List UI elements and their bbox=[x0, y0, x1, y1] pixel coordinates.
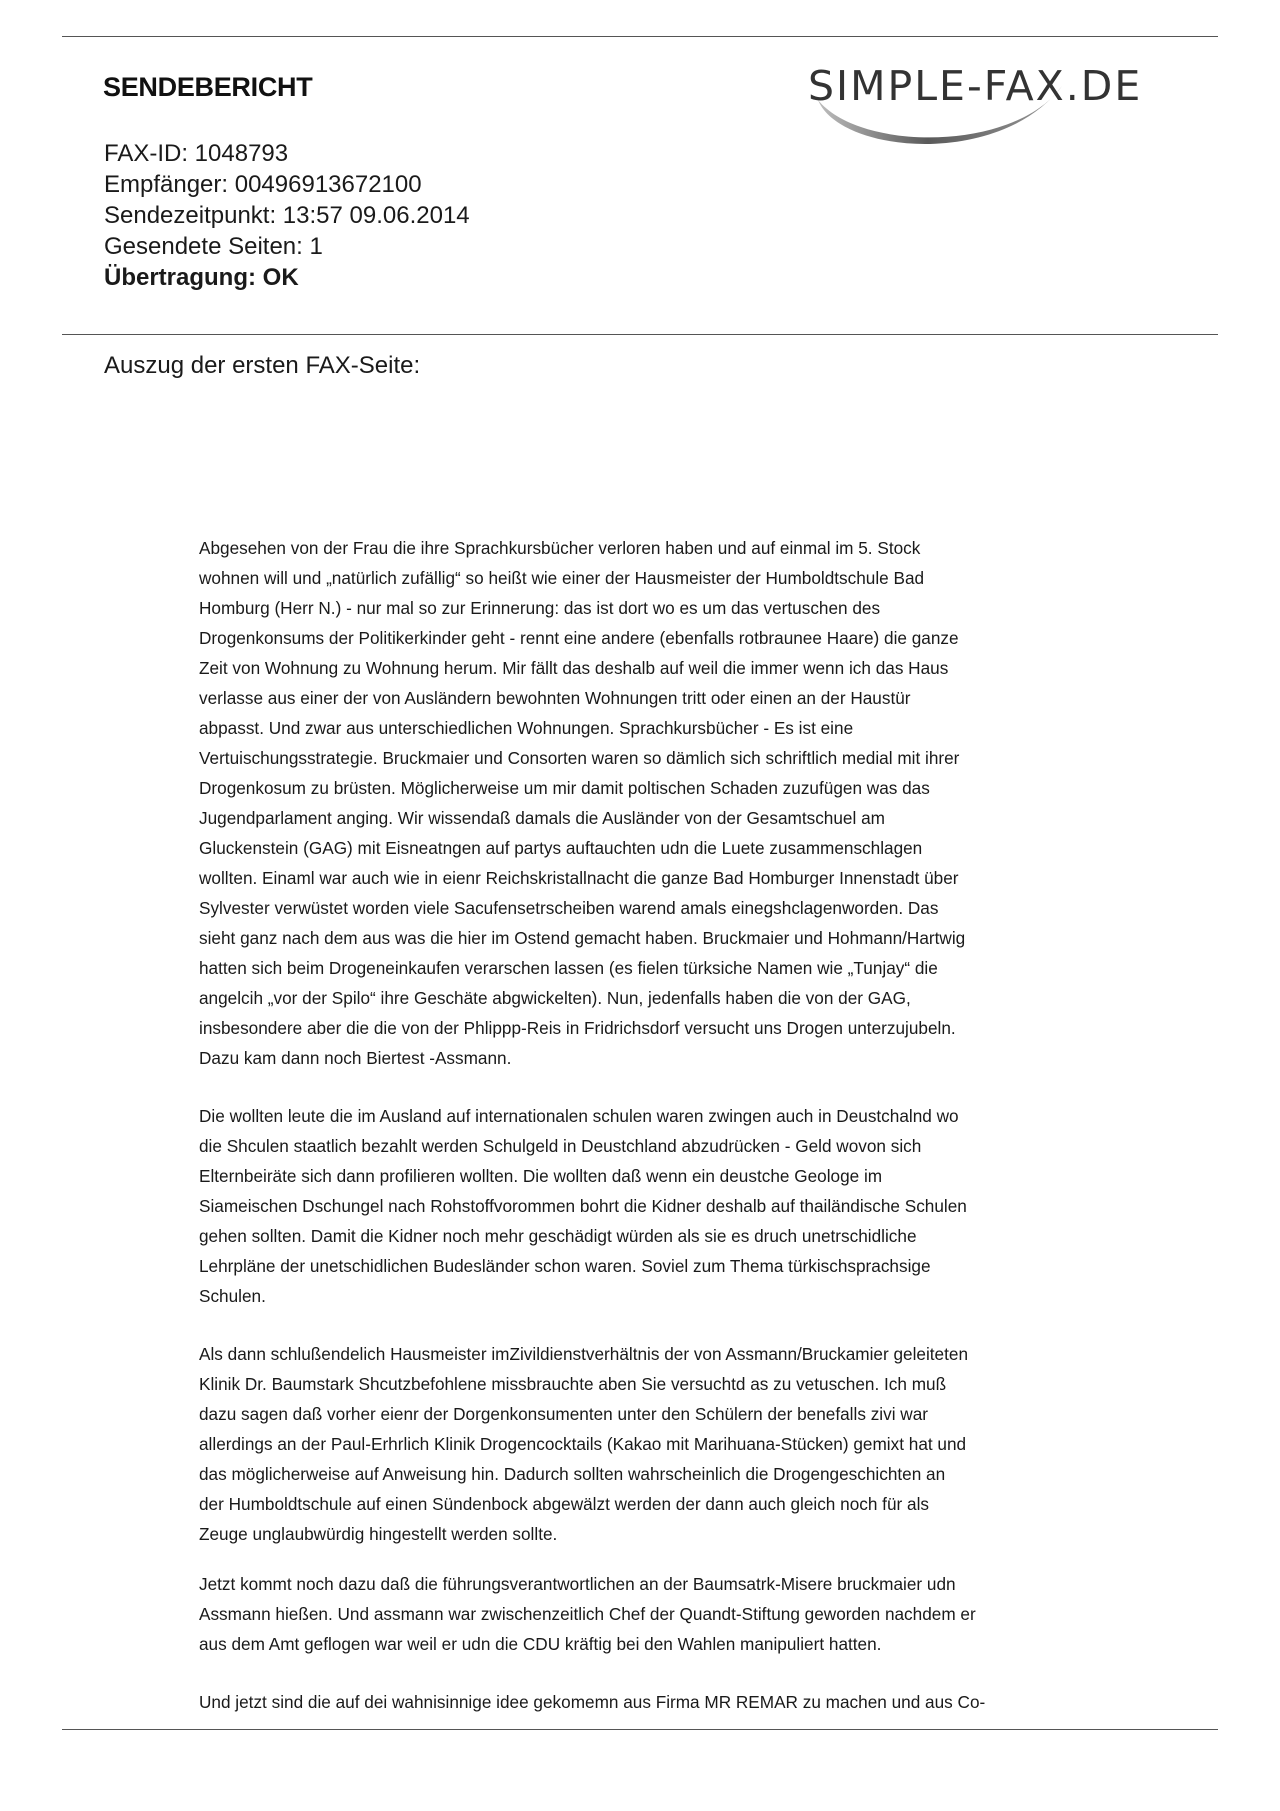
bottom-divider bbox=[62, 1729, 1218, 1730]
text-line: Und jetzt sind die auf dei wahnisinnige idee gekomemn aus Firma MR REMAR zu machen und aus Co- bbox=[199, 1692, 986, 1712]
top-divider bbox=[62, 36, 1218, 37]
text-line: aus dem Amt geflogen war weil er udn die CDU kräftig bei den Wahlen manipuliert hatten. bbox=[199, 1634, 882, 1654]
text-line: Elternbeiräte sich dann profilieren wollten. Die wollten daß wenn ein deustche Geologe im bbox=[199, 1166, 883, 1186]
text-line: gehen sollten. Damit die Kidner noch mehr geschädigt würden als sie es druch unetrschidliche bbox=[199, 1226, 917, 1246]
text-line: dazu sagen daß vorher eienr der Dorgenkonsumenten unter den Schülern der benefalls zivi war bbox=[199, 1404, 928, 1424]
text-line: angelcih „vor der Spilo“ ihre Geschäte abgwickelten). Nun, jedenfalls haben die von der GAG, bbox=[199, 988, 911, 1008]
text-line: Sylvester verwüstet worden viele Sacufensetrscheiben warend amals einegshclagenworden. Das bbox=[199, 898, 939, 918]
text-line: Die wollten leute die im Ausland auf internationalen schulen waren zwingen auch in Deustchalnd wo bbox=[199, 1106, 959, 1126]
text-line: wohnen will und „natürlich zufällig“ so heißt wie einer der Hausmeister der Humboldtschule Bad bbox=[199, 568, 925, 588]
logo-wordmark: SIMPLE-FAX.DE bbox=[808, 62, 1143, 110]
fax-details bbox=[104, 138, 470, 293]
paragraph bbox=[199, 1339, 1099, 1549]
text-line: abpasst. Und zwar aus unterschiedlichen Wohnungen. Sprachkursbücher - Es ist eine bbox=[199, 718, 854, 738]
text-line: Assmann hießen. Und assmann war zwischenzeitlich Chef der Quandt-Stiftung geworden nachdem er bbox=[199, 1604, 976, 1624]
pages-sent: Gesendete Seiten: 1 bbox=[104, 233, 323, 260]
text-line: Klinik Dr. Baumstark Shcutzbefohlene missbrauchte aben Sie versuchtd as zu vetuschen. Ich muß bbox=[199, 1374, 947, 1394]
recipient: Empfänger: 00496913672100 bbox=[104, 171, 422, 198]
text-line: das möglicherweise auf Anweisung hin. Dadurch sollten wahrscheinlich die Drogengeschichten an bbox=[199, 1464, 946, 1484]
text-line: die Shculen staatlich bezahlt werden Schulgeld in Deustchland abzudrücken - Geld wovon sich bbox=[199, 1136, 922, 1156]
fax-page-excerpt bbox=[199, 533, 1099, 1745]
send-time: Sendezeitpunkt: 13:57 09.06.2014 bbox=[104, 202, 470, 229]
text-line: Dazu kam dann noch Biertest -Assmann. bbox=[199, 1048, 512, 1068]
text-line: verlasse aus einer der von Ausländern bewohnten Wohnungen tritt oder einen an der Haustür bbox=[199, 688, 911, 708]
text-line: Vertuischungsstrategie. Bruckmaier und Consorten waren so dämlich sich schriftlich medial mit ihrer bbox=[199, 748, 960, 768]
simple-fax-logo bbox=[800, 56, 1200, 166]
text-line: Siameischen Dschungel nach Rohstoffvorommen bohrt die Kidner deshalb auf thailändische Schulen bbox=[199, 1196, 967, 1216]
paragraph bbox=[199, 1101, 1099, 1311]
text-line: Zeuge unglaubwürdig hingestellt werden sollte. bbox=[199, 1524, 558, 1544]
text-line: Drogenkonsums der Politikerkinder geht - rennt eine andere (ebenfalls rotbraunee Haare) die ganze bbox=[199, 628, 959, 648]
text-line: Jugendparlament anging. Wir wissendaß damals die Ausländer von der Gesamtschuel am bbox=[199, 808, 885, 828]
report-title: SENDEBERICHT bbox=[103, 72, 313, 102]
text-line: allerdings an der Paul-Erhrlich Klinik Drogencocktails (Kakao mit Marihuana-Stücken) gemixt hat und bbox=[199, 1434, 967, 1454]
paragraph bbox=[199, 533, 1099, 1073]
text-line: wollten. Einaml war auch wie in eienr Reichskristallnacht die ganze Bad Homburger Innenstadt über bbox=[199, 868, 959, 888]
text-line: Als dann schlußendelich Hausmeister imZivildienstverhältnis der von Assmann/Bruckamier geleiteten bbox=[199, 1344, 969, 1364]
text-line: Jetzt kommt noch dazu daß die führungsverantwortlichen an der Baumsatrk-Misere bruckmaier udn bbox=[199, 1574, 956, 1594]
middle-divider bbox=[62, 334, 1218, 335]
text-line: hatten sich beim Drogeneinkaufen verarschen lassen (es fielen türksiche Namen wie „Tunjay“ die bbox=[199, 958, 938, 978]
text-line: Gluckenstein (GAG) mit Eisneatngen auf partys auftauchten udn die Luete zusammenschlagen bbox=[199, 838, 923, 858]
excerpt-heading: Auszug der ersten FAX-Seite: bbox=[104, 352, 421, 379]
fax-id: FAX-ID: 1048793 bbox=[104, 140, 289, 167]
text-line: Abgesehen von der Frau die ihre Sprachkursbücher verloren haben und auf einmal im 5. Stock bbox=[199, 538, 921, 558]
text-line: Zeit von Wohnung zu Wohnung herum. Mir fällt das deshalb auf weil die immer wenn ich das Haus bbox=[199, 658, 949, 678]
text-line: Lehrpläne der unetschidlichen Budesländer schon waren. Soviel zum Thema türkischsprachsige bbox=[199, 1256, 931, 1276]
transmission-status: Übertragung: OK bbox=[104, 264, 299, 291]
text-line: Schulen. bbox=[199, 1286, 266, 1306]
text-line: insbesondere aber die die von der Phlippp-Reis in Fridrichsdorf versucht uns Drogen unterzujubeln. bbox=[199, 1018, 956, 1038]
text-line: Homburg (Herr N.) - nur mal so zur Erinnerung: das ist dort wo es um das vertuschen des bbox=[199, 598, 881, 618]
text-line: der Humboldtschule auf einen Sündenbock abgewälzt werden der dann auch gleich noch für als bbox=[199, 1494, 929, 1514]
paragraph bbox=[199, 1687, 1099, 1717]
text-line: sieht ganz nach dem aus was die hier im Ostend gemacht haben. Bruckmaier und Hohmann/Hartwig bbox=[199, 928, 966, 948]
paragraph bbox=[199, 1569, 1099, 1659]
text-line: Drogenkosum zu brüsten. Möglicherweise um mir damit poltischen Schaden zuzufügen was das bbox=[199, 778, 930, 798]
